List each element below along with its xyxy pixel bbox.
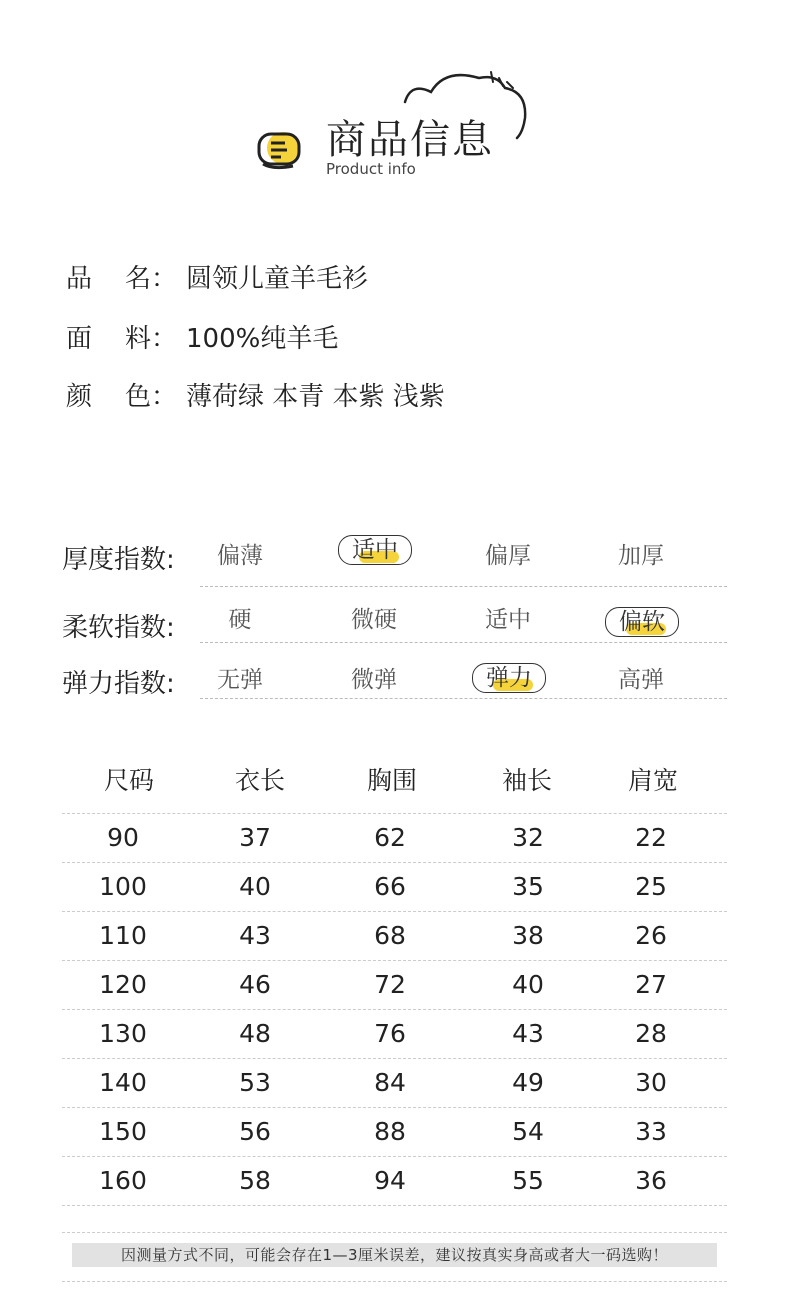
table-cell: 56 bbox=[239, 1117, 271, 1146]
table-cell: 140 bbox=[99, 1068, 147, 1097]
page-title: 商品信息 bbox=[326, 117, 494, 163]
table-cell: 68 bbox=[374, 921, 406, 950]
header bbox=[0, 0, 790, 200]
elasticity-index-row bbox=[62, 643, 727, 699]
index-option: 无弹 bbox=[217, 667, 263, 693]
table-cell: 40 bbox=[512, 970, 544, 999]
table-cell: 53 bbox=[239, 1068, 271, 1097]
table-cell: 55 bbox=[512, 1166, 544, 1195]
document-lines-icon bbox=[253, 126, 307, 172]
index-option: 加厚 bbox=[618, 543, 664, 569]
table-cell: 32 bbox=[512, 823, 544, 852]
table-cell: 40 bbox=[239, 872, 271, 901]
table-row bbox=[62, 961, 727, 1010]
index-label: 弹力指数: bbox=[62, 669, 175, 699]
divider bbox=[200, 698, 727, 699]
table-cell: 62 bbox=[374, 823, 406, 852]
table-row bbox=[62, 1157, 727, 1206]
table-cell: 76 bbox=[374, 1019, 406, 1048]
thickness-index-row bbox=[62, 531, 727, 587]
info-name-row bbox=[66, 258, 368, 295]
index-option: 硬 bbox=[228, 607, 252, 633]
table-cell: 35 bbox=[512, 872, 544, 901]
info-value: 100%纯羊毛 bbox=[186, 324, 339, 354]
index-option-selected: 弹力 bbox=[472, 663, 546, 693]
note-section bbox=[62, 1232, 727, 1282]
table-cell: 48 bbox=[239, 1019, 271, 1048]
table-cell: 110 bbox=[99, 921, 147, 950]
table-cell: 49 bbox=[512, 1068, 544, 1097]
table-cell: 66 bbox=[374, 872, 406, 901]
index-label: 厚度指数: bbox=[62, 545, 175, 575]
index-option: 偏薄 bbox=[217, 543, 263, 569]
measurement-note: 因测量方式不同，可能会存在1—3厘米误差，建议按真实身高或者大一码选购！ bbox=[72, 1243, 717, 1267]
table-cell: 36 bbox=[635, 1166, 667, 1195]
info-fabric-row bbox=[66, 318, 338, 355]
index-label: 柔软指数: bbox=[62, 613, 175, 643]
table-cell: 160 bbox=[99, 1166, 147, 1195]
table-cell: 94 bbox=[374, 1166, 406, 1195]
column-header: 衣长 bbox=[234, 766, 285, 795]
table-cell: 84 bbox=[374, 1068, 406, 1097]
column-header: 尺码 bbox=[103, 766, 154, 795]
table-cell: 58 bbox=[239, 1166, 271, 1195]
table-row bbox=[62, 1108, 727, 1157]
table-cell: 22 bbox=[635, 823, 667, 852]
table-cell: 37 bbox=[239, 823, 271, 852]
table-cell: 88 bbox=[374, 1117, 406, 1146]
index-option: 高弹 bbox=[618, 667, 664, 693]
page-subtitle: Product info bbox=[326, 160, 416, 178]
table-cell: 120 bbox=[99, 970, 147, 999]
info-value: 圆领儿童羊毛衫 bbox=[186, 264, 369, 294]
size-table bbox=[62, 755, 727, 1206]
table-cell: 100 bbox=[99, 872, 147, 901]
index-option-selected: 偏软 bbox=[605, 607, 679, 637]
column-header: 胸围 bbox=[366, 766, 417, 795]
table-cell: 90 bbox=[107, 823, 139, 852]
table-cell: 72 bbox=[374, 970, 406, 999]
info-label: 品 名： bbox=[66, 264, 178, 294]
index-option-selected: 适中 bbox=[338, 535, 412, 565]
table-body bbox=[62, 814, 727, 1206]
index-option: 微硬 bbox=[351, 607, 397, 633]
table-cell: 38 bbox=[512, 921, 544, 950]
table-cell: 25 bbox=[635, 872, 667, 901]
table-row bbox=[62, 814, 727, 863]
table-header bbox=[62, 755, 727, 814]
table-row bbox=[62, 1010, 727, 1059]
column-header: 肩宽 bbox=[627, 766, 678, 795]
info-label: 面 料： bbox=[66, 324, 178, 354]
table-cell: 130 bbox=[99, 1019, 147, 1048]
table-cell: 150 bbox=[99, 1117, 147, 1146]
info-value: 薄荷绿 本青 本紫 浅紫 bbox=[186, 382, 445, 412]
table-cell: 54 bbox=[512, 1117, 544, 1146]
table-cell: 27 bbox=[635, 970, 667, 999]
table-cell: 33 bbox=[635, 1117, 667, 1146]
index-option: 微弹 bbox=[351, 667, 397, 693]
table-cell: 43 bbox=[239, 921, 271, 950]
info-color-row bbox=[66, 376, 445, 413]
softness-index-row bbox=[62, 587, 727, 643]
table-row bbox=[62, 912, 727, 961]
table-cell: 26 bbox=[635, 921, 667, 950]
index-option: 适中 bbox=[485, 607, 531, 633]
table-row bbox=[62, 1059, 727, 1108]
column-header: 袖长 bbox=[501, 766, 552, 795]
table-cell: 30 bbox=[635, 1068, 667, 1097]
index-option: 偏厚 bbox=[485, 543, 531, 569]
table-cell: 46 bbox=[239, 970, 271, 999]
table-cell: 43 bbox=[512, 1019, 544, 1048]
table-row bbox=[62, 863, 727, 912]
info-label: 颜 色： bbox=[66, 382, 178, 412]
table-cell: 28 bbox=[635, 1019, 667, 1048]
